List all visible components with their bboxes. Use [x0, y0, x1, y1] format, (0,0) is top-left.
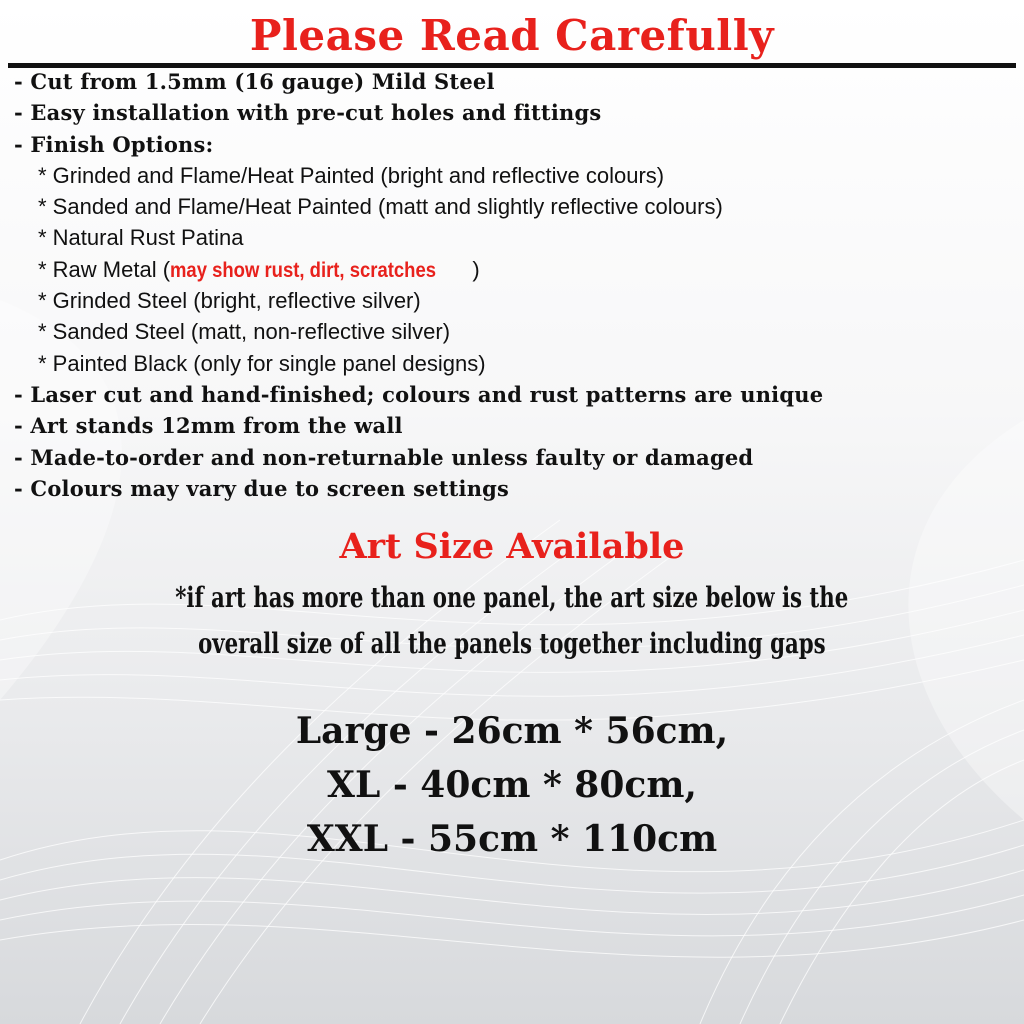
- raw-metal-warning: may show rust, dirt, scratches: [170, 258, 437, 282]
- finish-option-painted-black: * Painted Black (only for single panel designs): [38, 350, 486, 376]
- spec-list: [14, 66, 1014, 504]
- raw-metal-label: * Raw Metal (: [38, 256, 171, 282]
- size-option-large-text: Large - 26cm * 56cm,: [295, 710, 729, 752]
- multi-panel-note-text-1: *if art has more than one panel, the art size below is the: [175, 581, 849, 614]
- spec-item-installation: - Easy installation with pre-cut holes and fittings: [14, 100, 602, 126]
- raw-metal-suffix: ): [472, 256, 480, 282]
- multi-panel-note-text-2: overall size of all the panels together including gaps: [198, 627, 826, 660]
- spec-item-colour-disclaimer: - Colours may vary due to screen settings: [14, 475, 510, 501]
- finish-option-grinded-painted: * Grinded and Flame/Heat Painted (bright and reflective colours): [38, 162, 665, 188]
- multi-panel-note-line-1: [0, 578, 1024, 618]
- art-size-heading: Art Size Available: [339, 526, 685, 567]
- size-option-xl: [0, 760, 1024, 810]
- spec-item-returns: - Made-to-order and non-returnable unless faulty or damaged: [14, 444, 754, 470]
- spec-item-wall-standoff: - Art stands 12mm from the wall: [14, 413, 403, 439]
- size-option-xxl: [0, 814, 1024, 864]
- spec-item-laser-cut: - Laser cut and hand-finished; colours and rust patterns are unique: [14, 381, 824, 407]
- finish-option-sanded-steel: * Sanded Steel (matt, non-reflective silver): [38, 319, 451, 345]
- finish-option-grinded-steel: * Grinded Steel (bright, reflective silver): [38, 288, 421, 314]
- finish-option-sanded-painted: * Sanded and Flame/Heat Painted (matt and slightly reflective colours): [38, 194, 723, 220]
- page-title: Please Read Carefully: [249, 11, 775, 60]
- size-option-xl-text: XL - 40cm * 80cm,: [327, 764, 697, 806]
- spec-item-material: - Cut from 1.5mm (16 gauge) Mild Steel: [14, 69, 495, 94]
- size-option-large: [0, 706, 1024, 756]
- finish-option-raw-metal: [14, 254, 1014, 285]
- finish-option-rust-patina: * Natural Rust Patina: [38, 225, 244, 251]
- spec-item-finish-options: - Finish Options:: [14, 131, 214, 157]
- size-option-xxl-text: XXL - 55cm * 110cm: [306, 818, 718, 860]
- multi-panel-note-line-2: [0, 624, 1024, 664]
